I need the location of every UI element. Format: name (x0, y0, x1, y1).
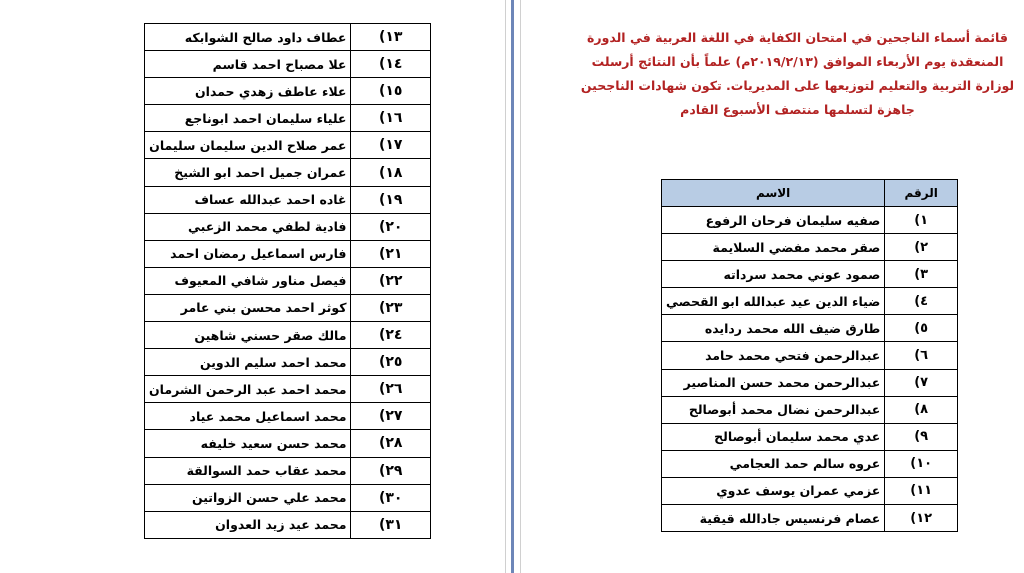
student-name: محمد احمد عبد الرحمن الشرمان (145, 376, 351, 403)
row-number: ٤) (885, 288, 958, 315)
row-number: ٢٣) (351, 294, 431, 321)
row-number: ٢٥) (351, 349, 431, 376)
student-name: عمران جميل احمد ابو الشيخ (145, 159, 351, 186)
student-name: عزمي عمران يوسف عدوي (662, 477, 885, 504)
row-number: ١٥) (351, 78, 431, 105)
table-row (662, 342, 958, 369)
row-number: ٣١) (351, 511, 431, 538)
table-row (145, 240, 431, 267)
row-number: ٥) (885, 315, 958, 342)
table-row (662, 207, 958, 234)
student-name: فيصل مناور شافي المعيوف (145, 267, 351, 294)
row-number: ٢٤) (351, 322, 431, 349)
row-number: ١) (885, 207, 958, 234)
table-row (662, 288, 958, 315)
table-row (662, 505, 958, 532)
student-name: عبدالرحمن نضال محمد أبوصالح (662, 396, 885, 423)
student-name: عروه سالم حمد العجامي (662, 450, 885, 477)
row-number: ١٤) (351, 51, 431, 78)
student-name: مالك صقر حسني شاهين (145, 322, 351, 349)
student-name: محمد علي حسن الزواتين (145, 484, 351, 511)
row-number: ٢٧) (351, 403, 431, 430)
table-row (662, 423, 958, 450)
row-number: ١٦) (351, 105, 431, 132)
table-row (145, 132, 431, 159)
row-number: ٢٦) (351, 376, 431, 403)
student-name: عبدالرحمن محمد حسن المناصير (662, 369, 885, 396)
row-number: ٣٠) (351, 484, 431, 511)
table-row (145, 186, 431, 213)
row-number: ١٧) (351, 132, 431, 159)
table-header-row (662, 180, 958, 207)
row-number: ١٣) (351, 24, 431, 51)
header-line: جاهزة لتسلمها منتصف الأسبوع القادم (680, 102, 915, 117)
student-name: صفيه سليمان فرحان الرفوع (662, 207, 885, 234)
table-row (145, 105, 431, 132)
table-row (145, 51, 431, 78)
student-name: علياء سليمان احمد ابوناجع (145, 105, 351, 132)
row-number: ٢١) (351, 240, 431, 267)
row-number: ٢٢) (351, 267, 431, 294)
table-row (145, 78, 431, 105)
student-name: عمر صلاح الدين سليمان سليمان (145, 132, 351, 159)
table-row (662, 261, 958, 288)
student-name: طارق ضيف الله محمد ردايده (662, 315, 885, 342)
row-number: ١٩) (351, 186, 431, 213)
gutter-line (511, 0, 514, 573)
row-number: ١٠) (885, 450, 958, 477)
row-number: ٣) (885, 261, 958, 288)
row-number: ٧) (885, 369, 958, 396)
table-row (145, 294, 431, 321)
header-line: قائمة أسماء الناجحين في امتحان الكفاية في اللغة العربية في الدورة (587, 30, 1008, 45)
column-header-number: الرقم (885, 180, 958, 207)
header-line: لوزارة التربية والتعليم لتوزيعها على المديريات. تكون شهادات الناجحين (580, 78, 1015, 93)
student-name: فارس اسماعيل رمضان احمد (145, 240, 351, 267)
row-number: ٢) (885, 234, 958, 261)
left-page-table (144, 23, 431, 539)
student-name: ضياء الدين عيد عبدالله ابو القحصي (662, 288, 885, 315)
row-number: ١٨) (351, 159, 431, 186)
student-name: صقر محمد مفضي السلايمة (662, 234, 885, 261)
table-row (145, 267, 431, 294)
student-name: عصام فرنسيس جادالله قيقية (662, 505, 885, 532)
student-name: عطاف داود صالح الشوابكه (145, 24, 351, 51)
right-page-table (661, 179, 958, 532)
row-number: ٢٠) (351, 213, 431, 240)
student-name: فادية لطفي محمد الزعبي (145, 213, 351, 240)
table-row (145, 322, 431, 349)
table-row (662, 396, 958, 423)
table-row (145, 24, 431, 51)
student-name: محمد عقاب حمد السوالقة (145, 457, 351, 484)
student-name: صمود عوني محمد سرداته (662, 261, 885, 288)
table-row (662, 477, 958, 504)
student-name: محمد حسن سعيد خليفه (145, 430, 351, 457)
student-name: محمد اسماعيل محمد عياد (145, 403, 351, 430)
table-row (145, 349, 431, 376)
student-name: محمد احمد سليم الدوين (145, 349, 351, 376)
table-row (145, 159, 431, 186)
student-name: علا مصباح احمد قاسم (145, 51, 351, 78)
table-row (145, 457, 431, 484)
table-row (662, 450, 958, 477)
student-name: عدي محمد سليمان أبوصالح (662, 423, 885, 450)
column-header-name: الاسم (662, 180, 885, 207)
header-line: المنعقدة يوم الأربعاء الموافق (٢٠١٩/٢/١٣م) علماً بأن النتائج أرسلت (591, 54, 1004, 69)
row-number: ١١) (885, 477, 958, 504)
table-row (145, 403, 431, 430)
row-number: ٦) (885, 342, 958, 369)
table-row (145, 213, 431, 240)
document-header (570, 26, 1024, 122)
row-number: ٩) (885, 423, 958, 450)
student-name: محمد عيد زيد العدوان (145, 511, 351, 538)
row-number: ٢٨) (351, 430, 431, 457)
table-row (145, 484, 431, 511)
table-row (145, 376, 431, 403)
student-name: كوثر احمد محسن بني عامر (145, 294, 351, 321)
table-row (145, 511, 431, 538)
student-name: علاء عاطف زهدي حمدان (145, 78, 351, 105)
table-row (662, 315, 958, 342)
table-row (145, 430, 431, 457)
student-name: غاده احمد عبدالله عساف (145, 186, 351, 213)
row-number: ٨) (885, 396, 958, 423)
row-number: ١٢) (885, 505, 958, 532)
page-gutter (505, 0, 521, 573)
student-name: عبدالرحمن فتحي محمد حامد (662, 342, 885, 369)
table-row (662, 369, 958, 396)
table-row (662, 234, 958, 261)
row-number: ٢٩) (351, 457, 431, 484)
